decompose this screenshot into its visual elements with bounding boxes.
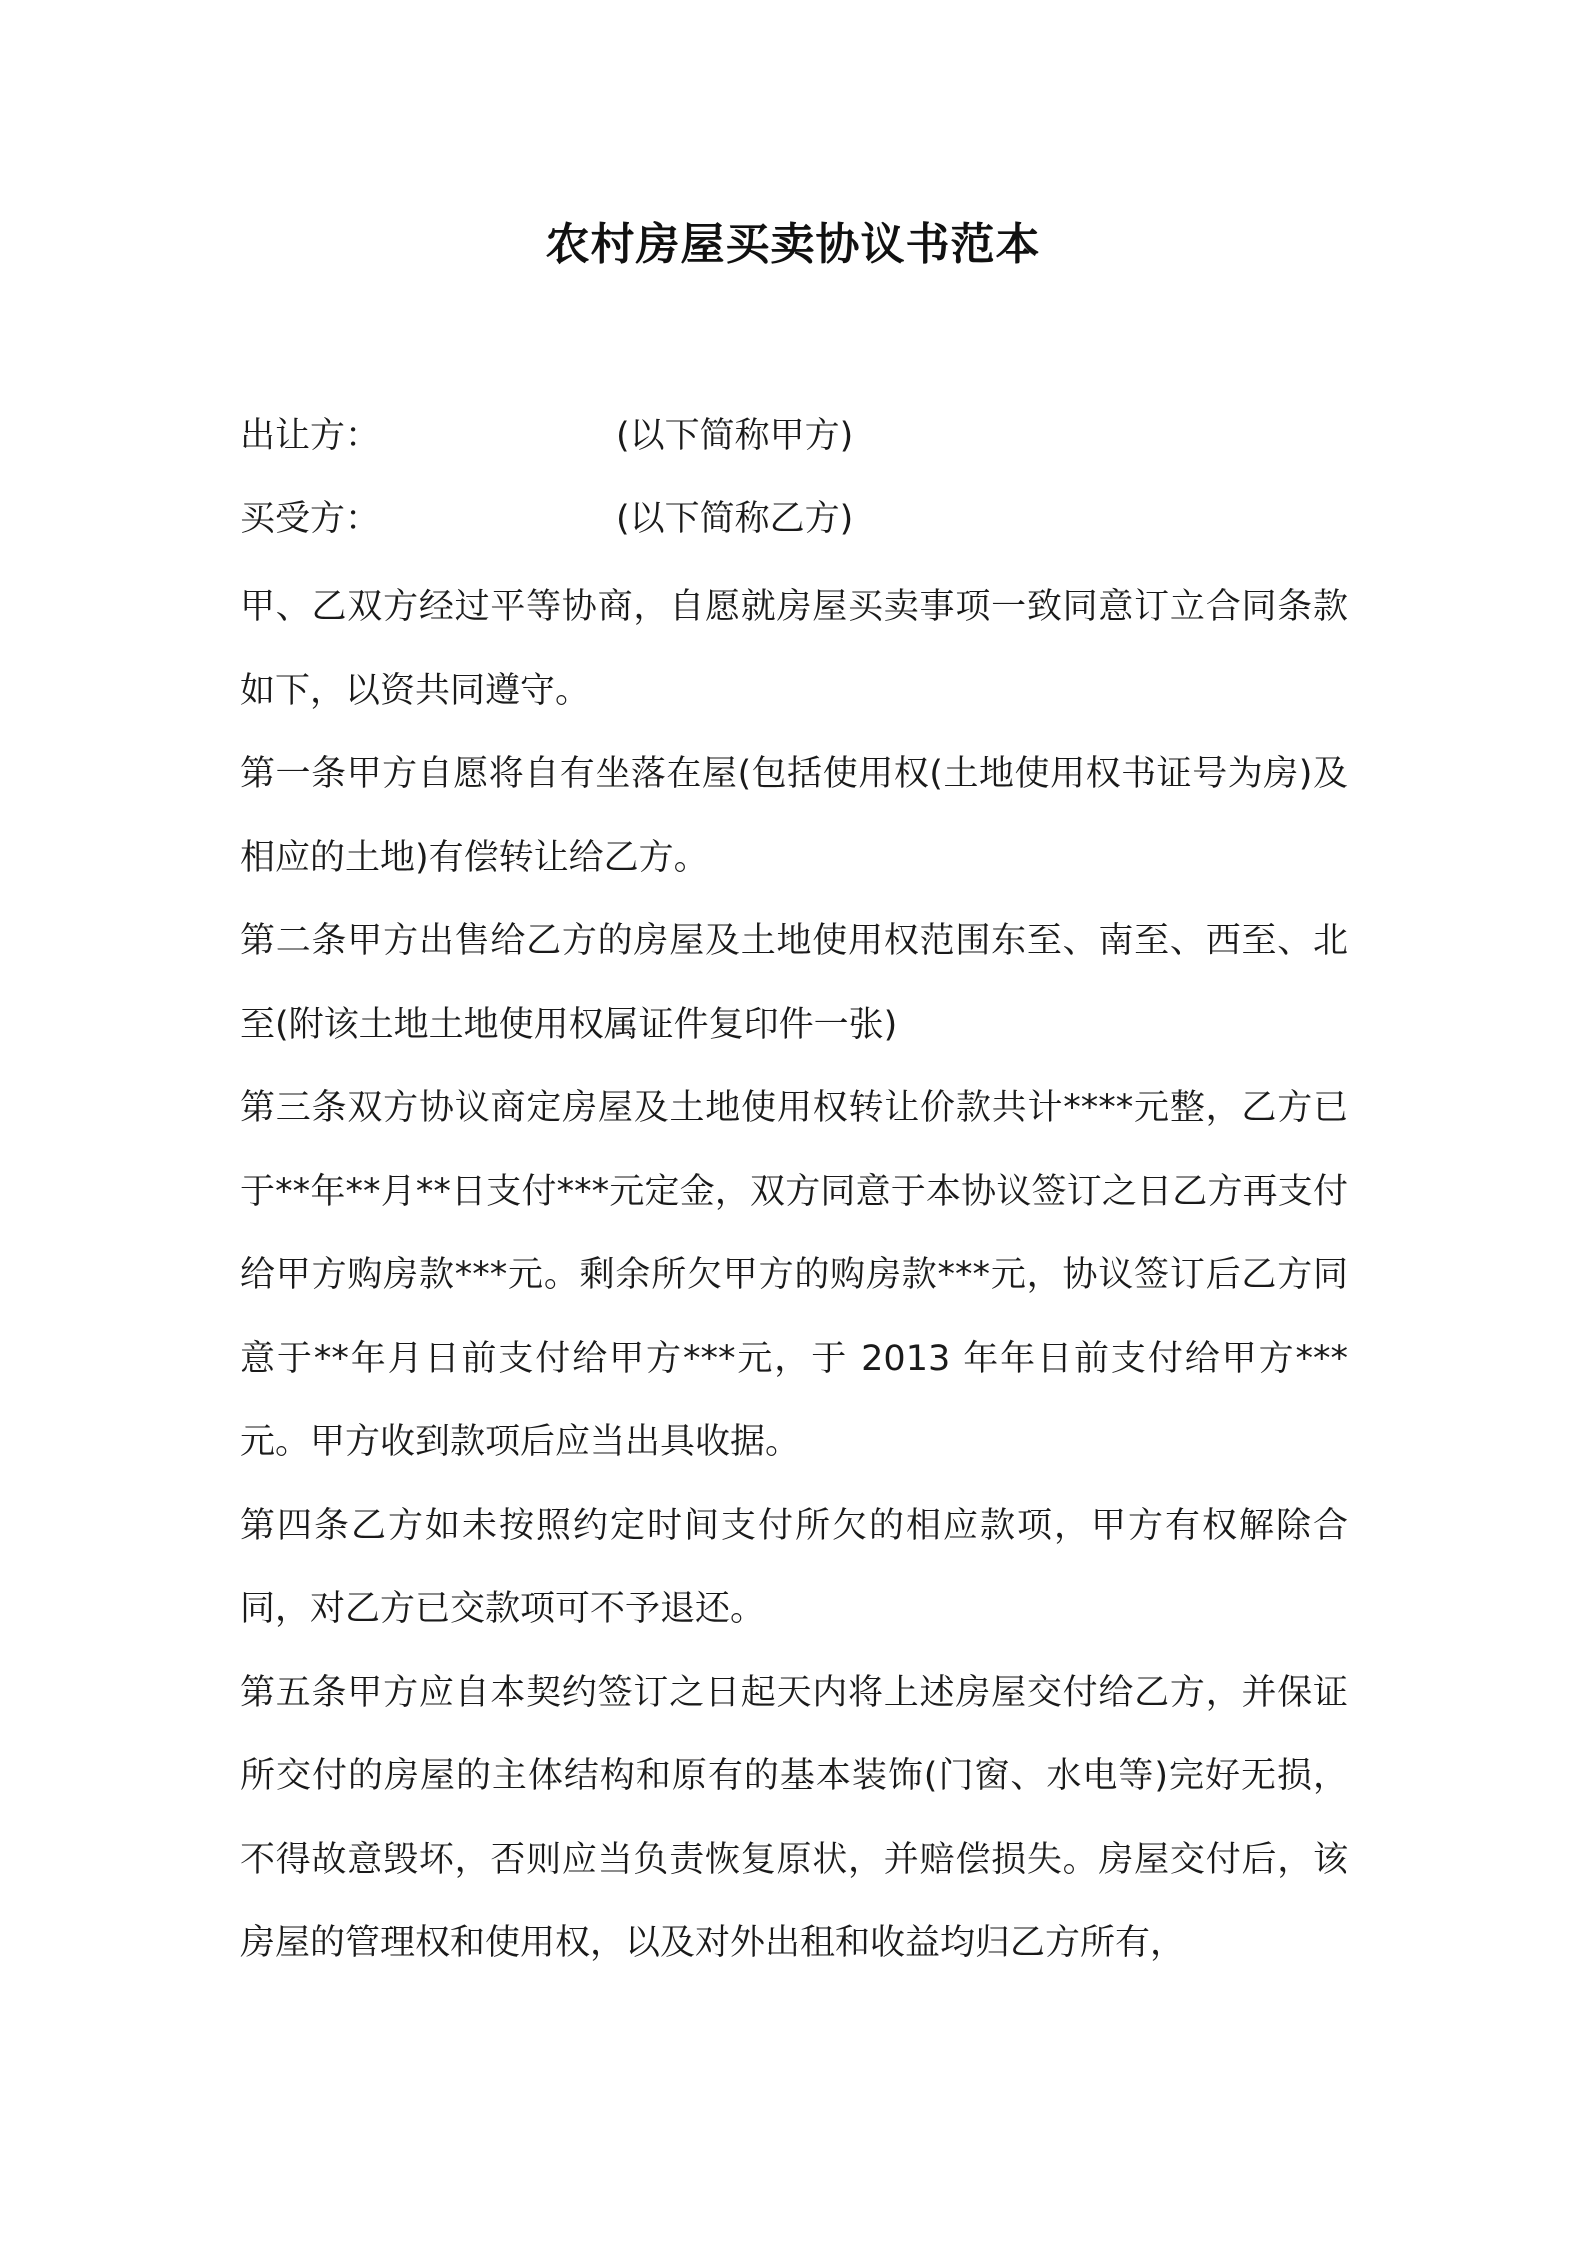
agreement-body (240, 566, 1348, 1986)
article-2-paragraph: 第二条甲方出售给乙方的房屋及土地使用权范围东至、南至、西至、北至(附该土地土地使用权属证件复印件一张) (240, 921, 1348, 1045)
intro-paragraph: 甲、乙双方经过平等协商，自愿就房屋买卖事项一致同意订立合同条款如下，以资共同遵守。 (240, 587, 1348, 711)
article-5-paragraph: 第五条甲方应自本契约签订之日起天内将上述房屋交付给乙方，并保证所交付的房屋的主体结构和原有的基本装饰(门窗、水电等)完好无损，不得故意毁坏，否则应当负责恢复原状，并赔偿损失。房屋交付后，该房屋的管理权和使用权，以及对外出租和收益均归乙方所有， (240, 1672, 1348, 1963)
buyer-note: (以下简称乙方) (616, 499, 854, 539)
article-4-paragraph: 第四条乙方如未按照约定时间支付所欠的相应款项，甲方有权解除合同，对乙方已交款项可不予退还。 (240, 1505, 1348, 1629)
article-3-paragraph: 第三条双方协议商定房屋及土地使用权转让价款共计****元整，乙方已于**年**月**日支付***元定金，双方同意于本协议签订之日乙方再支付给甲方购房款***元。剩余所欠甲方的购房款***元，协议签订后乙方同意于**年月日前支付给甲方***元，于 2013 年年日前支付给甲方***元。甲方收到款项后应当出具收据。 (240, 1088, 1348, 1462)
seller-label: 出让方： (240, 416, 381, 456)
buyer-line (240, 494, 853, 544)
article-1-paragraph: 第一条甲方自愿将自有坐落在屋(包括使用权(土地使用权书证号为房)及相应的土地)有偿转让给乙方。 (240, 754, 1348, 878)
seller-line (240, 411, 853, 461)
document-title: 农村房屋买卖协议书范本 (545, 219, 1041, 270)
buyer-label: 买受方： (240, 499, 381, 539)
seller-note: (以下简称甲方) (616, 416, 854, 456)
